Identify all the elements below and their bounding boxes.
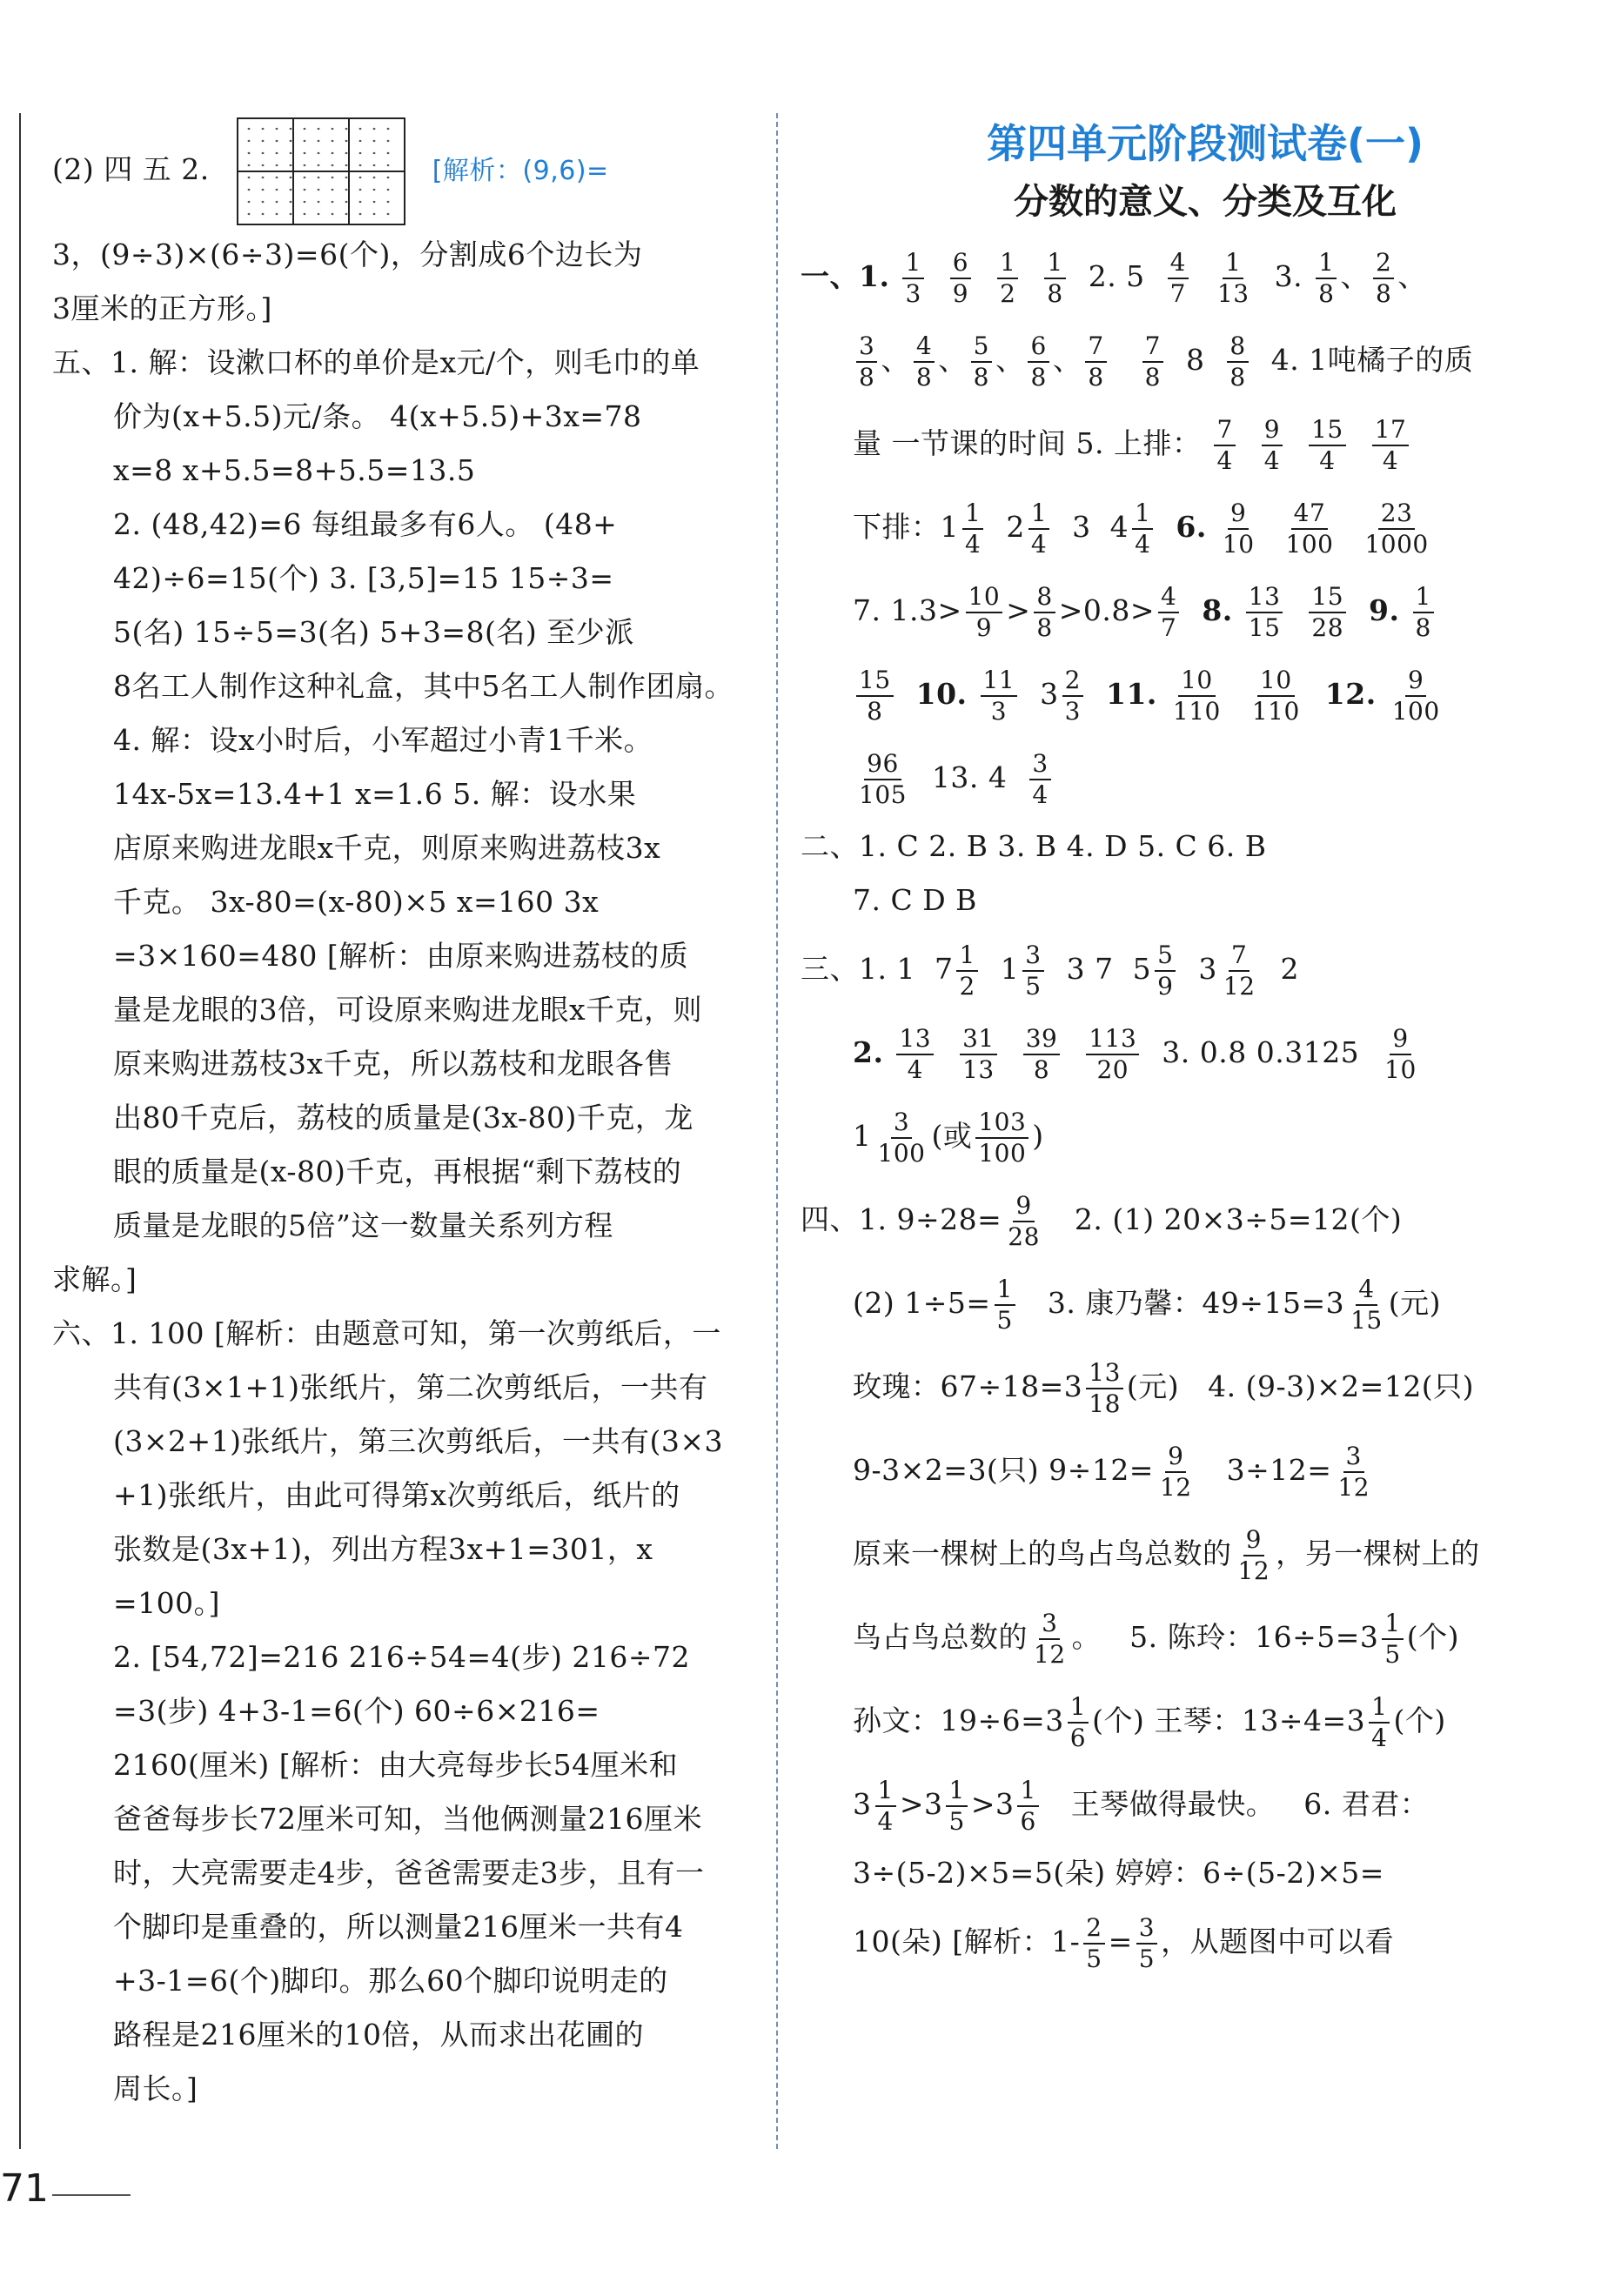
fraction: $\frac{9}{100}$ (1391, 666, 1440, 726)
fraction: $\frac{96}{105}$ (859, 749, 907, 809)
answer-line: 原来一棵树上的鸟占鸟总数的 $\frac{9}{12}$ ，另一棵树上的 (853, 1525, 1480, 1585)
fraction: $\frac{1}{4}$ (1028, 499, 1049, 559)
answer-line: =3×160=480 [解析：由原来购进荔枝的质 (113, 939, 689, 973)
fraction: $\frac{3}{12}$ (1034, 1609, 1066, 1669)
fraction: $\frac{1}{3}$ (902, 248, 923, 309)
fraction: $\frac{10}{110}$ (1172, 666, 1221, 726)
fraction: $\frac{1}{2}$ (956, 940, 977, 1001)
fraction: $\frac{3}{5}$ (1136, 1913, 1157, 1974)
answer-line: 三、1. 1 7 $\frac{1}{2}$ 1 $\frac{3}{5}$ 3 7 5 $\frac{5}{9}$ 3 $\frac{7}{12}$ 2 (801, 940, 1299, 1001)
answer-line: 原来购进荔枝3x千克，所以荔枝和龙眼各售 (113, 1047, 673, 1081)
fraction: $\frac{8}{8}$ (1034, 582, 1055, 643)
answer-line: =3(步) 4+3-1=6(个) 60÷6×216= (113, 1694, 600, 1728)
fraction: $\frac{9}{12}$ (1237, 1525, 1270, 1585)
answer-line: 7. C D B (853, 883, 977, 917)
answer-line: 4. 解：设x小时后，小军超过小青1千米。 (113, 723, 653, 757)
fraction: $\frac{31}{13}$ (960, 1024, 997, 1085)
fraction: $\frac{3}{5}$ (1022, 940, 1043, 1001)
fraction: $\frac{4}{8}$ (914, 331, 935, 392)
fraction: $\frac{3}{12}$ (1337, 1442, 1370, 1502)
left-answer-lines (52, 228, 748, 2116)
answer-line: 3÷(5-2)×5=5(朵) 婷婷：6÷(5-2)×5= (853, 1856, 1384, 1890)
answer-line: (3×2+1)张纸片，第三次剪纸后，一共有(3×3 (113, 1424, 724, 1458)
answer-line: 3 $\frac{1}{4}$ >3 $\frac{1}{5}$ >3 $\frac{1}{6}$ 王琴做得最快。 6. 君君： (853, 1776, 1430, 1836)
fraction: $\frac{5}{8}$ (971, 331, 992, 392)
answer-line: 爸爸每步长72厘米可知，当他俩测量216厘米 (113, 1802, 702, 1836)
fraction: $\frac{4}{15}$ (1350, 1275, 1383, 1335)
fraction: $\frac{2}{3}$ (1062, 666, 1083, 726)
answer-line: 14x-5x=13.4+1 x=1.6 5. 解：设水果 (113, 777, 637, 811)
answer-line: (2) 1÷5= $\frac{1}{5}$ 3. 康乃馨：49÷15=3 $\frac{4}{15}$ (元) (853, 1275, 1441, 1335)
fraction: $\frac{7}{8}$ (1142, 331, 1163, 392)
square-grid-figure (237, 117, 405, 225)
answer-line: $\frac{15}{8}$ 10. $\frac{11}{3}$ 3 $\frac{2}{3}$ 11. $\frac{10}{110}$ $\frac{10}{110}$ 12. $\frac{9}{100}$ (801, 653, 1514, 736)
fraction: $\frac{13}{4}$ (896, 1024, 934, 1085)
fraction: $\frac{4}{7}$ (1158, 582, 1179, 643)
answer-line: 3，(9÷3)×(6÷3)=6(个)，分割成6个边长为 (52, 238, 643, 271)
fraction: $\frac{3}{8}$ (856, 331, 877, 392)
fraction: $\frac{7}{8}$ (1085, 331, 1106, 392)
answer-line: 一、1. $\frac{1}{3}$ $\frac{6}{9}$ $\frac{1}{2}$ $\frac{1}{8}$ 2. 5 $\frac{4}{7}$ $\frac{1}{13}$ 3. $\frac{1}{8}$ 、 $\frac{2}{8}$ 、 (801, 248, 1427, 308)
fraction: $\frac{13}{18}$ (1086, 1358, 1123, 1419)
answer-line: 五、1. 解：设漱口杯的单价是x元/个，则毛巾的单 (52, 345, 700, 379)
fraction: $\frac{17}{4}$ (1372, 415, 1410, 476)
answer-line: 二、1. C 2. B 3. B 4. D 5. C 6. B (801, 829, 1267, 863)
fraction: $\frac{10}{110}$ (1251, 666, 1300, 726)
fraction: $\frac{9}{28}$ (1008, 1191, 1040, 1251)
answer-line: 六、1. 100 [解析：由题意可知，第一次剪纸后，一 (52, 1316, 721, 1350)
answer-line: 价为(x+5.5)元/条。 4(x+5.5)+3x=78 (113, 399, 642, 433)
answer-line: 时，大亮需要走4步，爸爸需要走3步，且有一 (113, 1856, 705, 1890)
fraction: $\frac{7}{4}$ (1214, 415, 1235, 476)
answer-line: 求解。] (52, 1262, 137, 1296)
fraction: $\frac{13}{15}$ (1246, 582, 1283, 643)
fraction: $\frac{1}{8}$ (1044, 248, 1065, 309)
fraction: $\frac{1}{5}$ (995, 1275, 1015, 1335)
fraction: $\frac{23}{1000}$ (1364, 499, 1429, 559)
answer-line: x=8 x+5.5=8+5.5=13.5 (113, 453, 476, 487)
answer-line: +1)张纸片，由此可得第x次剪纸后，纸片的 (113, 1478, 680, 1512)
answer-line: 共有(3×1+1)张纸片，第二次剪纸后，一共有 (113, 1370, 708, 1404)
answer-line: 42)÷6=15(个) 3. [3,5]=15 15÷3= (113, 561, 614, 595)
answer-line: 四、1. 9÷28= $\frac{9}{28}$ 2. (1) 20×3÷5=12(个) (801, 1191, 1403, 1251)
column-divider (776, 113, 778, 2149)
fraction: $\frac{6}{9}$ (950, 248, 971, 309)
answer-line: 孙文：19÷6=3 $\frac{1}{6}$ (个) 王琴：13÷4=3 $\frac{1}{4}$ (个) (853, 1692, 1446, 1752)
fraction: $\frac{1}{4}$ (875, 1776, 896, 1837)
fraction: $\frac{3}{4}$ (1029, 749, 1050, 810)
fraction: $\frac{1}{4}$ (1369, 1692, 1390, 1753)
fraction: $\frac{3}{100}$ (877, 1108, 926, 1168)
page-number: 71 (0, 2166, 49, 2211)
fraction: $\frac{1}{6}$ (1068, 1692, 1089, 1753)
fraction: $\frac{1}{5}$ (1382, 1609, 1403, 1670)
answer-line: 2. [54,72]=216 216÷54=4(步) 216÷72 (113, 1640, 690, 1674)
answer-line: 路程是216厘米的10倍，从而求出花圃的 (113, 2018, 644, 2052)
fraction: $\frac{9}{10}$ (1222, 499, 1255, 559)
fraction: $\frac{1}{4}$ (962, 499, 983, 559)
fraction: $\frac{15}{8}$ (856, 666, 894, 726)
answer-line: 店原来购进龙眼x千克，则原来购进荔枝3x (113, 831, 661, 865)
unit-title: 第四单元阶段测试卷(一) (986, 120, 1424, 167)
page-margin-line (19, 113, 21, 2149)
fraction: $\frac{1}{5}$ (946, 1776, 967, 1837)
fraction: $\frac{39}{8}$ (1023, 1024, 1061, 1085)
answer-line: 8名工人制作这种礼盒，其中5名工人制作团扇。 (113, 669, 734, 703)
answer-line: 7. 1.3> $\frac{10}{9}$ > $\frac{8}{8}$ >0.8> $\frac{4}{7}$ 8. $\frac{13}{15}$ $\frac{15}{28}$ 9. $\frac{1}{8}$ (801, 569, 1514, 653)
answer-line: =100。] (113, 1586, 221, 1620)
answer-line: 3厘米的正方形。] (52, 291, 272, 325)
answer-line: 量 一节课的时间 5. 上排： $\frac{7}{4}$ $\frac{9}{4}$ $\frac{15}{4}$ $\frac{17}{4}$ (801, 402, 1514, 485)
answer-line: 9-3×2=3(只) 9÷12= $\frac{9}{12}$ 3÷12= $\frac{3}{12}$ (801, 1429, 1514, 1512)
answer-line: (2) 四 五 2. [解析：(9,6)= (52, 113, 748, 228)
answer-line: 个脚印是重叠的，所以测量216厘米一共有4 (113, 1910, 684, 1944)
answer-line: 出80千克后，荔枝的质量是(3x-80)千克，龙 (113, 1101, 693, 1135)
answer-line: 2. (48,42)=6 每组最多有6人。 (48+ (113, 507, 618, 541)
answer-line: $\frac{96}{105}$ 13. 4 $\frac{3}{4}$ (801, 736, 1514, 820)
answer-line: 眼的质量是(x-80)千克，再根据“剩下荔枝的 (113, 1155, 682, 1188)
fraction: $\frac{5}{9}$ (1155, 940, 1176, 1001)
fraction: $\frac{7}{12}$ (1223, 940, 1256, 1001)
fraction: $\frac{2}{8}$ (1373, 248, 1394, 309)
fraction: $\frac{15}{4}$ (1309, 415, 1346, 476)
answer-line: $\frac{3}{8}$ 、 $\frac{4}{8}$ 、 $\frac{5}{8}$ 、 $\frac{6}{8}$ 、 $\frac{7}{8}$ $\frac{7}{8}$ 8 $\frac{8}{8}$ 4. 1吨橘子的质 (801, 318, 1514, 402)
unit-subtitle: 分数的意义、分类及互化 (1014, 181, 1397, 222)
fraction: $\frac{1}{2}$ (997, 248, 1018, 309)
fraction: $\frac{4}{7}$ (1168, 248, 1189, 309)
fraction: $\frac{11}{3}$ (981, 666, 1018, 726)
fraction: $\frac{1}{4}$ (1132, 499, 1153, 559)
answer-line: 千克。 3x-80=(x-80)×5 x=160 3x (113, 885, 600, 919)
answer-line: 10(朵) [解析：1- $\frac{2}{5}$ = $\frac{3}{5}$ ，从题图中可以看 (853, 1913, 1395, 1973)
right-column (801, 113, 1514, 1984)
answer-line: 2. $\frac{13}{4}$ $\frac{31}{13}$ $\frac{39}{8}$ $\frac{113}{20}$ 3. 0.8 0.3125 $\frac{9}{10}$ (801, 1011, 1514, 1094)
fraction: $\frac{1}{8}$ (1413, 582, 1434, 643)
fraction: $\frac{103}{100}$ (975, 1108, 1028, 1168)
fraction: $\frac{8}{8}$ (1227, 331, 1248, 392)
fraction: $\frac{113}{20}$ (1086, 1024, 1139, 1085)
fraction: $\frac{9}{12}$ (1159, 1442, 1192, 1502)
answer-line: 周长。] (113, 2072, 198, 2105)
fraction: $\frac{9}{4}$ (1262, 415, 1283, 476)
answer-line: 玫瑰：67÷18=3 $\frac{13}{18}$ (元) 4. (9-3)×2=12(只) (853, 1358, 1475, 1418)
fraction: $\frac{1}{8}$ (1316, 248, 1337, 309)
answer-line: 2160(厘米) [解析：由大亮每步长54厘米和 (113, 1748, 679, 1782)
answer-line: 质量是龙眼的5倍”这一数量关系列方程 (113, 1208, 613, 1242)
answer-line: 量是龙眼的3倍，可设原来购进龙眼x千克，则 (113, 993, 703, 1027)
fraction: $\frac{1}{13}$ (1216, 248, 1250, 308)
fraction: $\frac{1}{6}$ (1017, 1776, 1038, 1837)
answer-line: 下排：1 $\frac{1}{4}$ 2 $\frac{1}{4}$ 3 4 $\frac{1}{4}$ 6. $\frac{9}{10}$ $\frac{47}{100}$ $\frac{23}{1000}$ (801, 485, 1514, 569)
fraction: $\frac{6}{8}$ (1028, 331, 1049, 392)
answer-line: 5(名) 15÷5=3(名) 5+3=8(名) 至少派 (113, 615, 634, 649)
answer-line: 鸟占鸟总数的 $\frac{3}{12}$ 。 5. 陈玲：16÷5=3 $\frac{1}{5}$ (个) (853, 1609, 1459, 1669)
fraction: $\frac{10}{9}$ (966, 582, 1003, 643)
answer-line: 1 $\frac{3}{100}$ (或 $\frac{103}{100}$ ) (853, 1108, 1044, 1168)
fraction: $\frac{9}{10}$ (1384, 1024, 1417, 1084)
fraction: $\frac{2}{5}$ (1083, 1913, 1104, 1974)
answer-line: +3-1=6(个)脚印。那么60个脚印说明走的 (113, 1964, 668, 1998)
fraction: $\frac{47}{100}$ (1285, 499, 1334, 559)
fraction: $\frac{15}{28}$ (1309, 582, 1346, 643)
answer-line: 张数是(3x+1)，列出方程3x+1=301，x (113, 1532, 653, 1566)
page-number-rule (52, 2194, 131, 2196)
left-column (52, 113, 748, 2116)
